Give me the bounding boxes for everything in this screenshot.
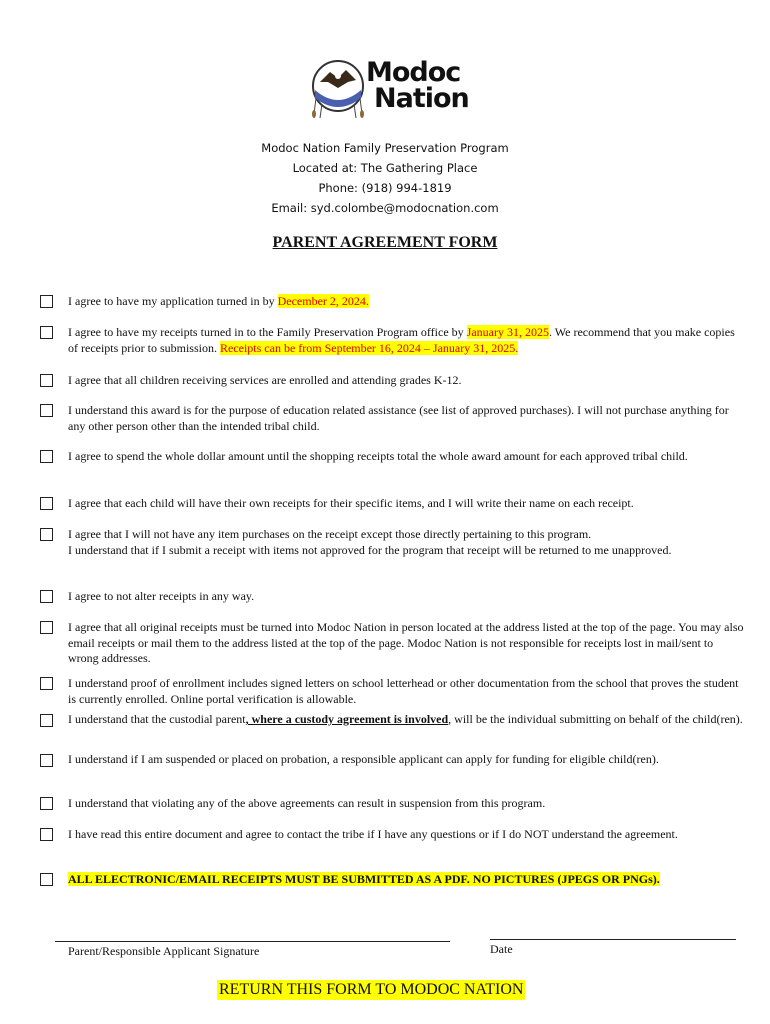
modoc-nation-logo	[310, 58, 470, 120]
text-segment: I agree to have my application turned in by	[68, 294, 278, 308]
agreement-checkbox[interactable]	[40, 828, 53, 841]
program-name: Modoc Nation Family Preservation Program	[261, 141, 509, 155]
logo-wordmark	[366, 57, 469, 114]
logo-line-2: Nation	[374, 83, 469, 114]
deadline-highlight: December 2, 2024.	[277, 294, 369, 308]
agreement-text: I agree that all children receiving services are enrolled and attending grades K-12.	[68, 373, 462, 387]
agreement-checkbox[interactable]	[40, 295, 53, 308]
logo-line-1: Modoc	[366, 57, 461, 88]
dreamcatcher-eagle-icon	[310, 58, 366, 120]
agreement-checkbox[interactable]	[40, 450, 53, 463]
deadline-highlight: January 31, 2025	[466, 325, 549, 339]
agreement-checkbox[interactable]	[40, 528, 53, 541]
agreement-text	[68, 872, 745, 888]
agreement-checkbox[interactable]	[40, 714, 53, 727]
text-segment: I understand that if I submit a receipt with items not approved for the program that receipt will be returned to me unapproved.	[68, 542, 672, 557]
agreement-text	[68, 527, 745, 558]
pdf-requirement-highlight: ALL ELECTRONIC/EMAIL RECEIPTS MUST BE SUBMITTED AS A PDF. NO PICTURES (JPEGS OR PNGs).	[68, 872, 660, 886]
agreement-checkbox[interactable]	[40, 621, 53, 634]
agreement-text	[68, 325, 745, 356]
form-title: PARENT AGREEMENT FORM	[272, 234, 498, 251]
agreement-checkbox[interactable]	[40, 754, 53, 767]
agreement-checkbox[interactable]	[40, 374, 53, 387]
signature-line[interactable]	[55, 941, 450, 942]
program-phone: Phone: (918) 994-1819	[318, 181, 452, 195]
agreement-text: I agree that all original receipts must be turned into Modoc Nation in person located at the address listed at the top of the page. You may also email receipts or mail them to the address listed at the top of the page. Modoc Nation is not responsible for receipts lost in mail/sent to wrong addresses.	[68, 620, 744, 665]
agreement-text: I have read this entire document and agree to contact the tribe if I have any questions or if I do NOT understand the agreement.	[68, 827, 678, 841]
agreement-checkbox[interactable]	[40, 497, 53, 510]
agreement-checkbox[interactable]	[40, 404, 53, 417]
agreement-text: I understand if I am suspended or placed on probation, a responsible applicant can apply for funding for eligible child(ren).	[68, 752, 659, 766]
agreement-checkbox[interactable]	[40, 677, 53, 690]
program-location: Located at: The Gathering Place	[292, 161, 478, 175]
agreement-text: I understand that violating any of the above agreements can result in suspension from this program.	[68, 796, 546, 810]
agreement-text	[68, 294, 745, 310]
agreement-text: I understand this award is for the purpose of education related assistance (see list of approved purchases). I will not purchase anything for any other person other than the intended tribal child.	[68, 403, 729, 433]
agreement-text: I understand proof of enrollment includes signed letters on school letterhead or other documentation from the school that proves the student is currently enrolled. Online portal verification is allowable.	[68, 676, 739, 706]
agreement-checkbox[interactable]	[40, 873, 53, 886]
agreement-checkbox[interactable]	[40, 590, 53, 603]
text-segment: I understand that the custodial parent	[68, 712, 246, 726]
program-email: Email: syd.colombe@modocnation.com	[271, 201, 499, 215]
text-segment: , will be the individual submitting on behalf of the child(ren).	[448, 712, 743, 726]
date-range-highlight: Receipts can be from September 16, 2024 – January 31, 2025.	[219, 340, 519, 355]
date-line[interactable]	[490, 939, 736, 940]
text-segment: I agree that I will not have any item purchases on the receipt except those directly pertaining to this program.	[68, 527, 592, 541]
agreement-text	[68, 713, 745, 726]
program-header	[0, 138, 770, 218]
signature-label: Parent/Responsible Applicant Signature	[68, 944, 260, 958]
agreement-text: I agree to spend the whole dollar amount until the shopping receipts total the whole award amount for each approved tribal child.	[68, 449, 688, 463]
agreement-text: I agree that each child will have their own receipts for their specific items, and I will write their name on each receipt.	[68, 496, 634, 510]
custody-emphasis: , where a custody agreement is involved	[245, 712, 449, 726]
agreement-checkbox[interactable]	[40, 797, 53, 810]
date-label: Date	[490, 942, 513, 956]
agreement-checkbox[interactable]	[40, 326, 53, 339]
return-instruction: RETURN THIS FORM TO MODOC NATION	[219, 981, 524, 998]
agreement-text: I agree to not alter receipts in any way.	[68, 589, 255, 603]
text-segment: I agree to have my receipts turned in to the Family Preservation Program office by	[68, 325, 467, 339]
text-segment: . We recommend that you make copies of receipts prior to submission.	[68, 325, 735, 355]
